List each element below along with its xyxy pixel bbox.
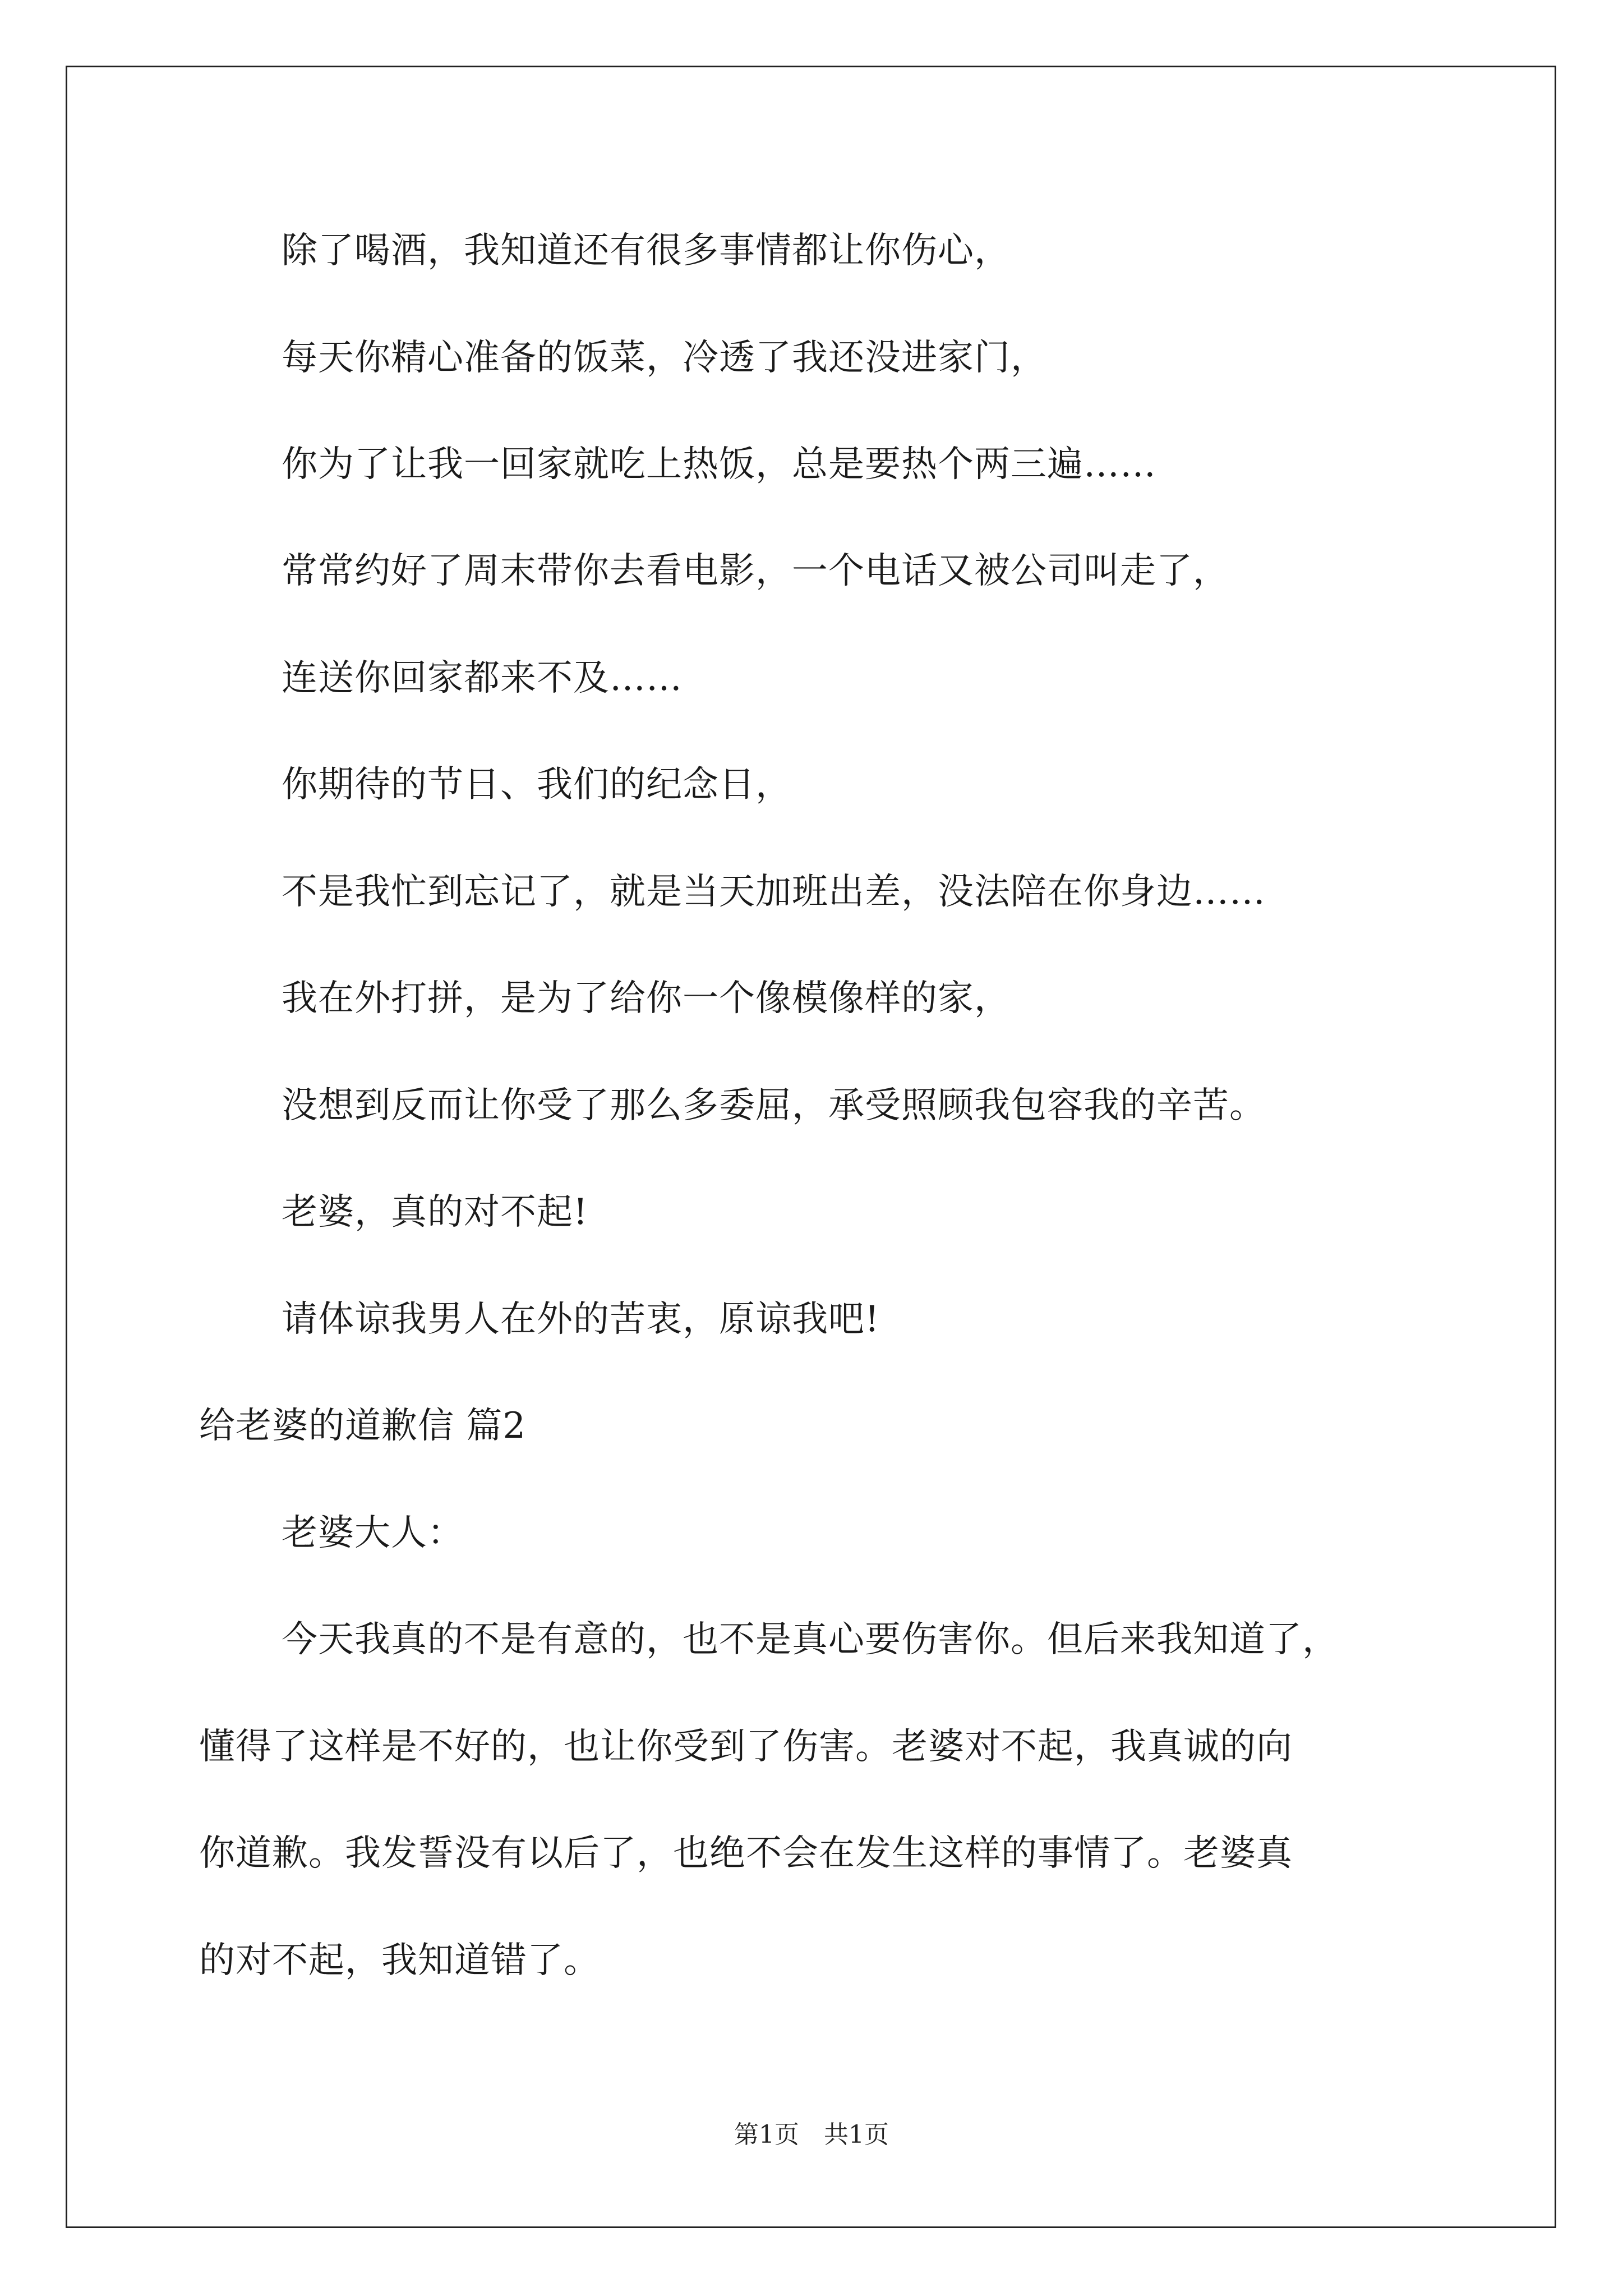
text-line: 不是我忙到忘记了，就是当天加班出差，没法陪在你身边…… — [282, 871, 1266, 913]
paragraph-line: 的对不起，我知道错了。 — [199, 1940, 600, 1981]
text-line: 你期待的节日、我们的纪念日， — [282, 764, 792, 806]
salutation: 老婆大人： — [282, 1512, 464, 1554]
section-heading: 给老婆的道歉信 篇2 — [199, 1405, 527, 1447]
text-line: 除了喝酒，我知道还有很多事情都让你伤心， — [282, 230, 1011, 272]
text-line: 你为了让我一回家就吃上热饭，总是要热个两三遍…… — [282, 444, 1156, 485]
text-line: 请体谅我男人在外的苦衷，原谅我吧! — [282, 1299, 880, 1340]
page-border — [66, 66, 1556, 2228]
paragraph-line: 懂得了这样是不好的，也让你受到了伤害。老婆对不起，我真诚的向 — [199, 1726, 1293, 1768]
paragraph-line: 今天我真的不是有意的，也不是真心要伤害你。但后来我知道了， — [282, 1619, 1339, 1660]
text-line: 我在外打拼，是为了给你一个像模像样的家， — [282, 978, 1011, 1019]
page-number-footer: 第1页 共1页 — [734, 2120, 889, 2149]
text-line: 常常约好了周末带你去看电影，一个电话又被公司叫走了， — [282, 550, 1229, 592]
text-line: 每天你精心准备的饭菜，冷透了我还没进家门， — [282, 337, 1047, 379]
text-line: 没想到反而让你受了那么多委屈，承受照顾我包容我的辛苦。 — [282, 1085, 1266, 1126]
text-line: 连送你回家都来不及…… — [282, 657, 683, 699]
text-line: 老婆，真的对不起! — [282, 1191, 588, 1233]
paragraph-line: 你道歉。我发誓没有以后了，也绝不会在发生这样的事情了。老婆真 — [199, 1833, 1293, 1874]
